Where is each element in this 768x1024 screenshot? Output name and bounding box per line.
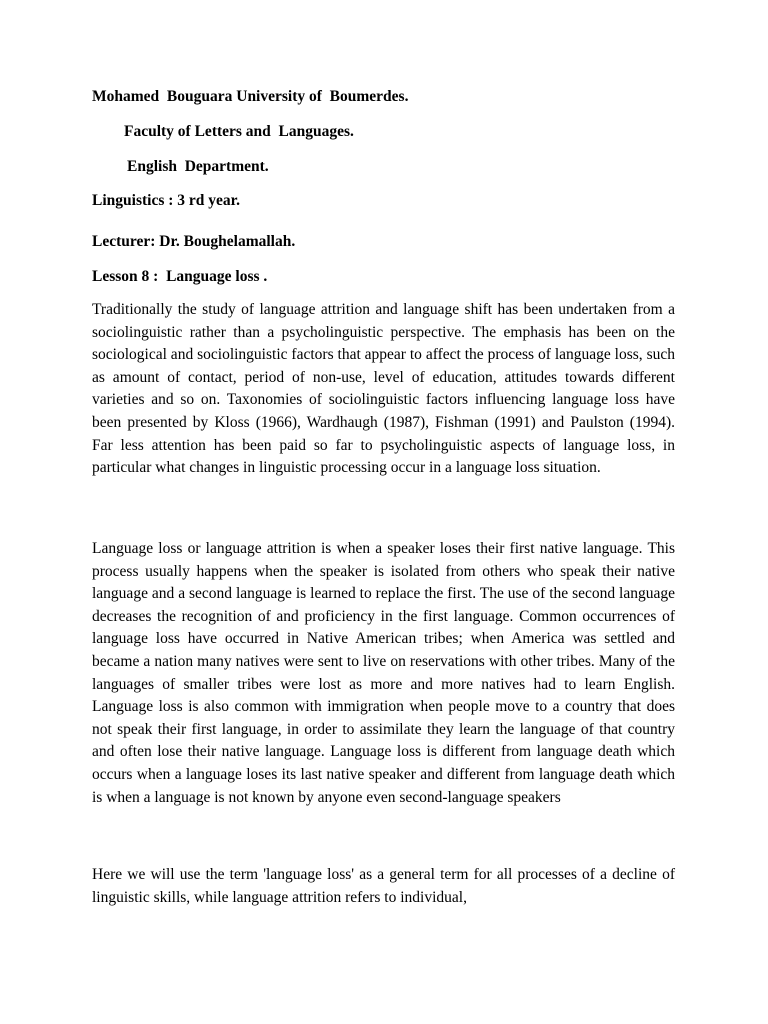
lecturer-heading: Lecturer: Dr. Boughelamallah. [92, 233, 296, 250]
lesson-title: Lesson 8 : Language loss . [92, 268, 268, 285]
faculty-heading: Faculty of Letters and Languages. [124, 123, 354, 140]
department-heading: English Department. [127, 158, 269, 175]
paragraph-attrition-intro: Traditionally the study of language attrition and language shift has been undertaken from a sociolinguistic rather than a psycholinguistic perspective. The emphasis has been on the sociological and sociolinguistic factors that appear to affect the process of language loss, such as amount of contact, period of non-use, level of education, attitudes towards different varieties and so on. Taxonomies of sociolinguistic factors influencing language loss have been presented by Kloss (1966), Wardhaugh (1987), Fishman (1991) and Paulston (1994). Far less attention has been paid so far to psycholinguistic aspects of language loss, in particular what changes in linguistic processing occur in a language loss situation. [92, 301, 675, 477]
paragraph-term-usage: Here we will use the term 'language loss' as a general term for all processes of a decline of linguistic skills, while language attrition refers to individual, [92, 866, 675, 906]
university-heading: Mohamed Bouguara University of Boumerdes. [92, 88, 409, 105]
paragraph-language-loss-definition: Language loss or language attrition is when a speaker loses their first native language. This process usually happens when the speaker is isolated from others who speak their native language and a second language is learned to replace the first. The use of the second language decreases the recognition of and proficiency in the first language. Common occurrences of language loss have occurred in Native American tribes; when America was settled and became a nation many natives were sent to live on reservations with other tribes. Many of the languages of smaller tribes were lost as more and more natives had to learn English. Language loss is also common with immigration when people move to a country that does not speak their first language, in order to assimilate they learn the language of that country and often lose their native language. Language loss is different from language death which occurs when a language loses its last native speaker and different from language death which is when a language is not known by anyone even second-language speakers [92, 540, 675, 806]
course-heading: Linguistics : 3 rd year. [92, 192, 240, 209]
